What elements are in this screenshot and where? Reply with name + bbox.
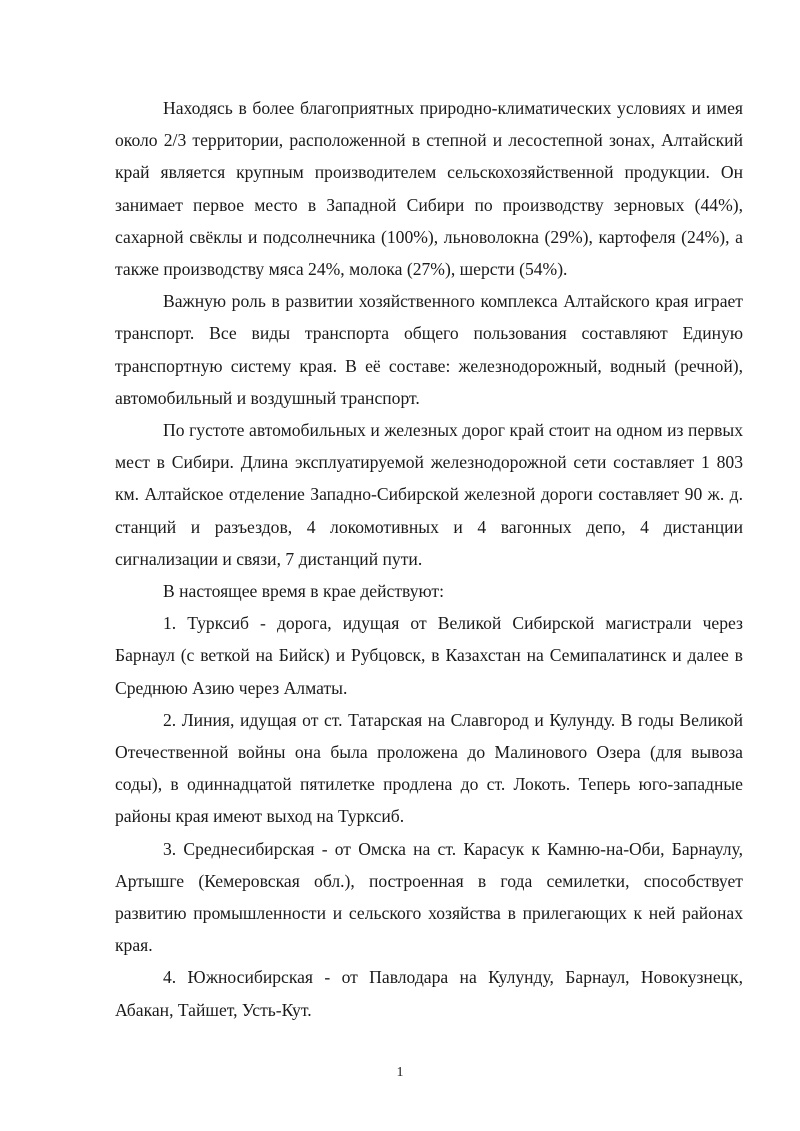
paragraph-agriculture: Находясь в более благоприятных природно-климатических условиях и имея около 2/3 территории, расположенной в степной и лесостепной зонах, Алтайский край является крупным производителем сельскохозяйственной продукции. Он занимает первое место в Западной Сибири по производству зерновых (44%), сахарной свёклы и подсолнечника (100%), льноволокна (29%), картофеля (24%), а также производству мяса 24%, молока (27%), шерсти (54%).	[115, 98, 743, 280]
list-item-srednesibirskaya: 3. Среднесибирская - от Омска на ст. Карасук к Камню-на-Оби, Барнаулу, Артышге (Кемеровская обл.), построенная в года семилетки, способствует развитию промышленности и сельского хозяйства в прилегающих к ней районах края.	[115, 838, 743, 956]
document-body	[115, 92, 743, 1026]
paragraph-railway-density: По густоте автомобильных и железных дорог край стоит на одном из первых мест в Сибири. Длина эксплуатируемой железнодорожной сети составляет 1 803 км. Алтайское отделение Западно-Сибирской железной дороги составляет 90 ж. д. станций и разъездов, 4 локомотивных и 4 вагонных депо, 4 дистанции сигнализации и связи, 7 дистанций пути.	[115, 420, 743, 569]
paragraph-lines-intro: В настоящее время в крае действуют:	[163, 581, 445, 602]
paragraph-transport-role: Важную роль в развитии хозяйственного комплекса Алтайского края играет транспорт. Все виды транспорта общего пользования составляют Единую транспортную систему края. В её составе: железнодорожный, водный (речной), автомобильный и воздушный транспорт.	[115, 291, 743, 408]
list-item-turksib: 1. Турксиб - дорога, идущая от Великой Сибирской магистрали через Барнаул (с веткой на Бийск) и Рубцовск, в Казахстан на Семипалатинск и далее в Среднюю Азию через Алматы.	[115, 613, 743, 698]
list-item-yuzhnosibirskaya: 4. Южносибирская - от Павлодара на Кулунду, Барнаул, Новокузнецк, Абакан, Тайшет, Усть-Кут.	[115, 967, 743, 1020]
page-number: 1	[396, 1065, 404, 1080]
list-item-tatarskaya-line: 2. Линия, идущая от ст. Татарская на Славгород и Кулунду. В годы Великой Отечественной войны она была проложена до Малинового Озера (для вывоза соды), в одиннадцатой пятилетке продлена до ст. Локоть. Теперь юго-западные районы края имеют выход на Турксиб.	[115, 709, 743, 827]
